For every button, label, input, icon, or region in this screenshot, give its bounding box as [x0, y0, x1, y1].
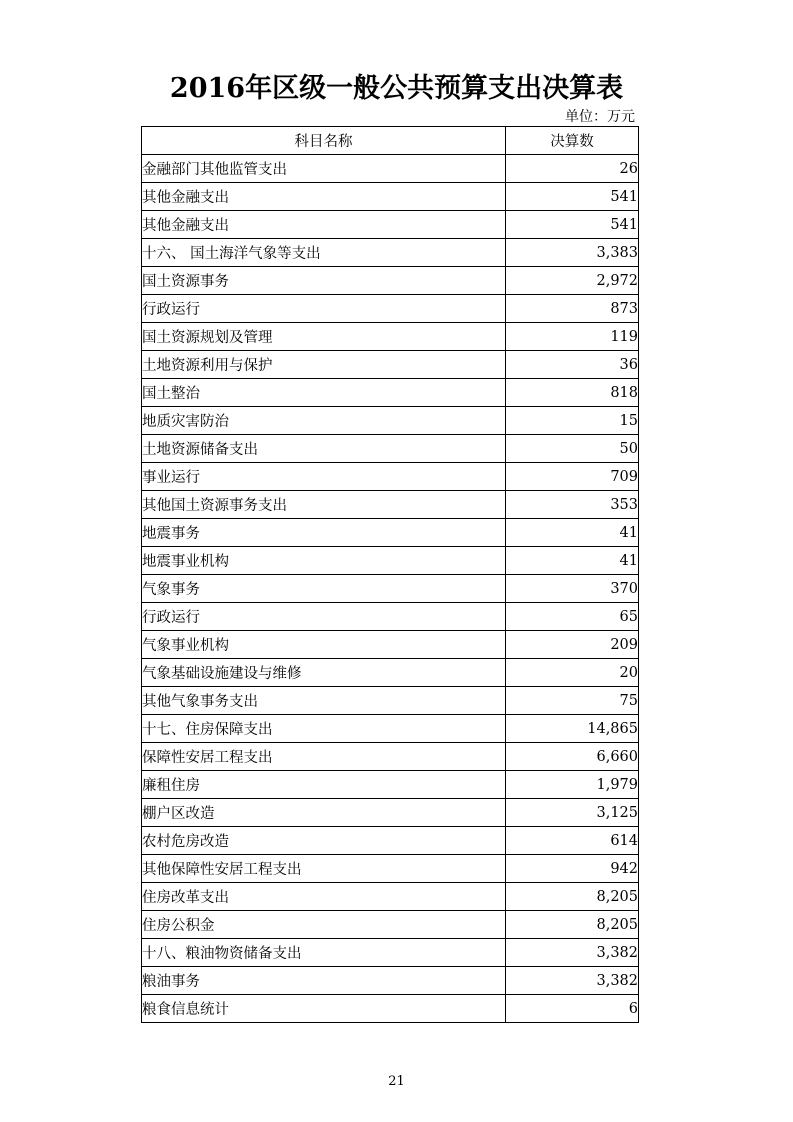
subject-name-cell: 廉租住房	[142, 771, 506, 799]
amount-cell: 541	[506, 183, 639, 211]
amount-cell: 65	[506, 603, 639, 631]
subject-name-cell: 十六、 国土海洋气象等支出	[142, 239, 506, 267]
header-subject-name: 科目名称	[142, 127, 506, 155]
subject-name-cell: 地震事务	[142, 519, 506, 547]
table-row	[142, 687, 639, 715]
amount-cell: 6	[506, 995, 639, 1023]
subject-name-cell: 其他保障性安居工程支出	[142, 855, 506, 883]
table-row	[142, 911, 639, 939]
table-row	[142, 379, 639, 407]
table-row	[142, 827, 639, 855]
subject-name-cell: 住房公积金	[142, 911, 506, 939]
amount-cell: 3,383	[506, 239, 639, 267]
table-row	[142, 743, 639, 771]
amount-cell: 370	[506, 575, 639, 603]
amount-cell: 75	[506, 687, 639, 715]
subject-name-cell: 粮油事务	[142, 967, 506, 995]
table-body	[142, 155, 639, 1023]
table-header-row	[142, 127, 639, 155]
table-row	[142, 407, 639, 435]
subject-name-cell: 十八、粮油物资储备支出	[142, 939, 506, 967]
amount-cell: 36	[506, 351, 639, 379]
table-row	[142, 715, 639, 743]
page-number: 21	[388, 1074, 405, 1089]
amount-cell: 942	[506, 855, 639, 883]
subject-name-cell: 住房改革支出	[142, 883, 506, 911]
table-row	[142, 239, 639, 267]
subject-name-cell: 地质灾害防治	[142, 407, 506, 435]
subject-name-cell: 土地资源储备支出	[142, 435, 506, 463]
amount-cell: 541	[506, 211, 639, 239]
subject-name-cell: 金融部门其他监管支出	[142, 155, 506, 183]
amount-cell: 8,205	[506, 883, 639, 911]
table-row	[142, 967, 639, 995]
amount-cell: 3,382	[506, 939, 639, 967]
table-row	[142, 519, 639, 547]
amount-cell: 8,205	[506, 911, 639, 939]
table-row	[142, 211, 639, 239]
amount-cell: 41	[506, 547, 639, 575]
table-row	[142, 547, 639, 575]
table-row	[142, 603, 639, 631]
amount-cell: 2,972	[506, 267, 639, 295]
amount-cell: 50	[506, 435, 639, 463]
amount-cell: 3,382	[506, 967, 639, 995]
subject-name-cell: 事业运行	[142, 463, 506, 491]
budget-table	[141, 126, 639, 1023]
amount-cell: 3,125	[506, 799, 639, 827]
subject-name-cell: 气象事业机构	[142, 631, 506, 659]
table-row	[142, 575, 639, 603]
amount-cell: 1,979	[506, 771, 639, 799]
subject-name-cell: 棚户区改造	[142, 799, 506, 827]
table-row	[142, 771, 639, 799]
subject-name-cell: 十七、住房保障支出	[142, 715, 506, 743]
amount-cell: 873	[506, 295, 639, 323]
amount-cell: 614	[506, 827, 639, 855]
subject-name-cell: 农村危房改造	[142, 827, 506, 855]
table-row	[142, 295, 639, 323]
amount-cell: 26	[506, 155, 639, 183]
table-row	[142, 855, 639, 883]
table-row	[142, 463, 639, 491]
subject-name-cell: 国土资源规划及管理	[142, 323, 506, 351]
table-row	[142, 435, 639, 463]
table-row	[142, 351, 639, 379]
amount-cell: 6,660	[506, 743, 639, 771]
amount-cell: 119	[506, 323, 639, 351]
table-row	[142, 939, 639, 967]
table-row	[142, 491, 639, 519]
subject-name-cell: 保障性安居工程支出	[142, 743, 506, 771]
table-row	[142, 323, 639, 351]
subject-name-cell: 其他国土资源事务支出	[142, 491, 506, 519]
amount-cell: 353	[506, 491, 639, 519]
unit-label: 单位：万元	[565, 109, 635, 125]
amount-cell: 41	[506, 519, 639, 547]
amount-cell: 15	[506, 407, 639, 435]
amount-cell: 14,865	[506, 715, 639, 743]
table-row	[142, 155, 639, 183]
subject-name-cell: 其他金融支出	[142, 211, 506, 239]
subject-name-cell: 国土整治	[142, 379, 506, 407]
page-title: 2016年区级一般公共预算支出决算表	[169, 73, 624, 104]
table-row	[142, 267, 639, 295]
subject-name-cell: 气象基础设施建设与维修	[142, 659, 506, 687]
table-row	[142, 631, 639, 659]
subject-name-cell: 土地资源利用与保护	[142, 351, 506, 379]
subject-name-cell: 粮食信息统计	[142, 995, 506, 1023]
table-row	[142, 183, 639, 211]
header-final-amount: 决算数	[506, 127, 639, 155]
subject-name-cell: 行政运行	[142, 603, 506, 631]
amount-cell: 818	[506, 379, 639, 407]
amount-cell: 20	[506, 659, 639, 687]
amount-cell: 709	[506, 463, 639, 491]
amount-cell: 209	[506, 631, 639, 659]
subject-name-cell: 其他气象事务支出	[142, 687, 506, 715]
subject-name-cell: 行政运行	[142, 295, 506, 323]
table-row	[142, 883, 639, 911]
table-row	[142, 995, 639, 1023]
subject-name-cell: 其他金融支出	[142, 183, 506, 211]
table-row	[142, 659, 639, 687]
subject-name-cell: 气象事务	[142, 575, 506, 603]
subject-name-cell: 地震事业机构	[142, 547, 506, 575]
subject-name-cell: 国土资源事务	[142, 267, 506, 295]
table-row	[142, 799, 639, 827]
